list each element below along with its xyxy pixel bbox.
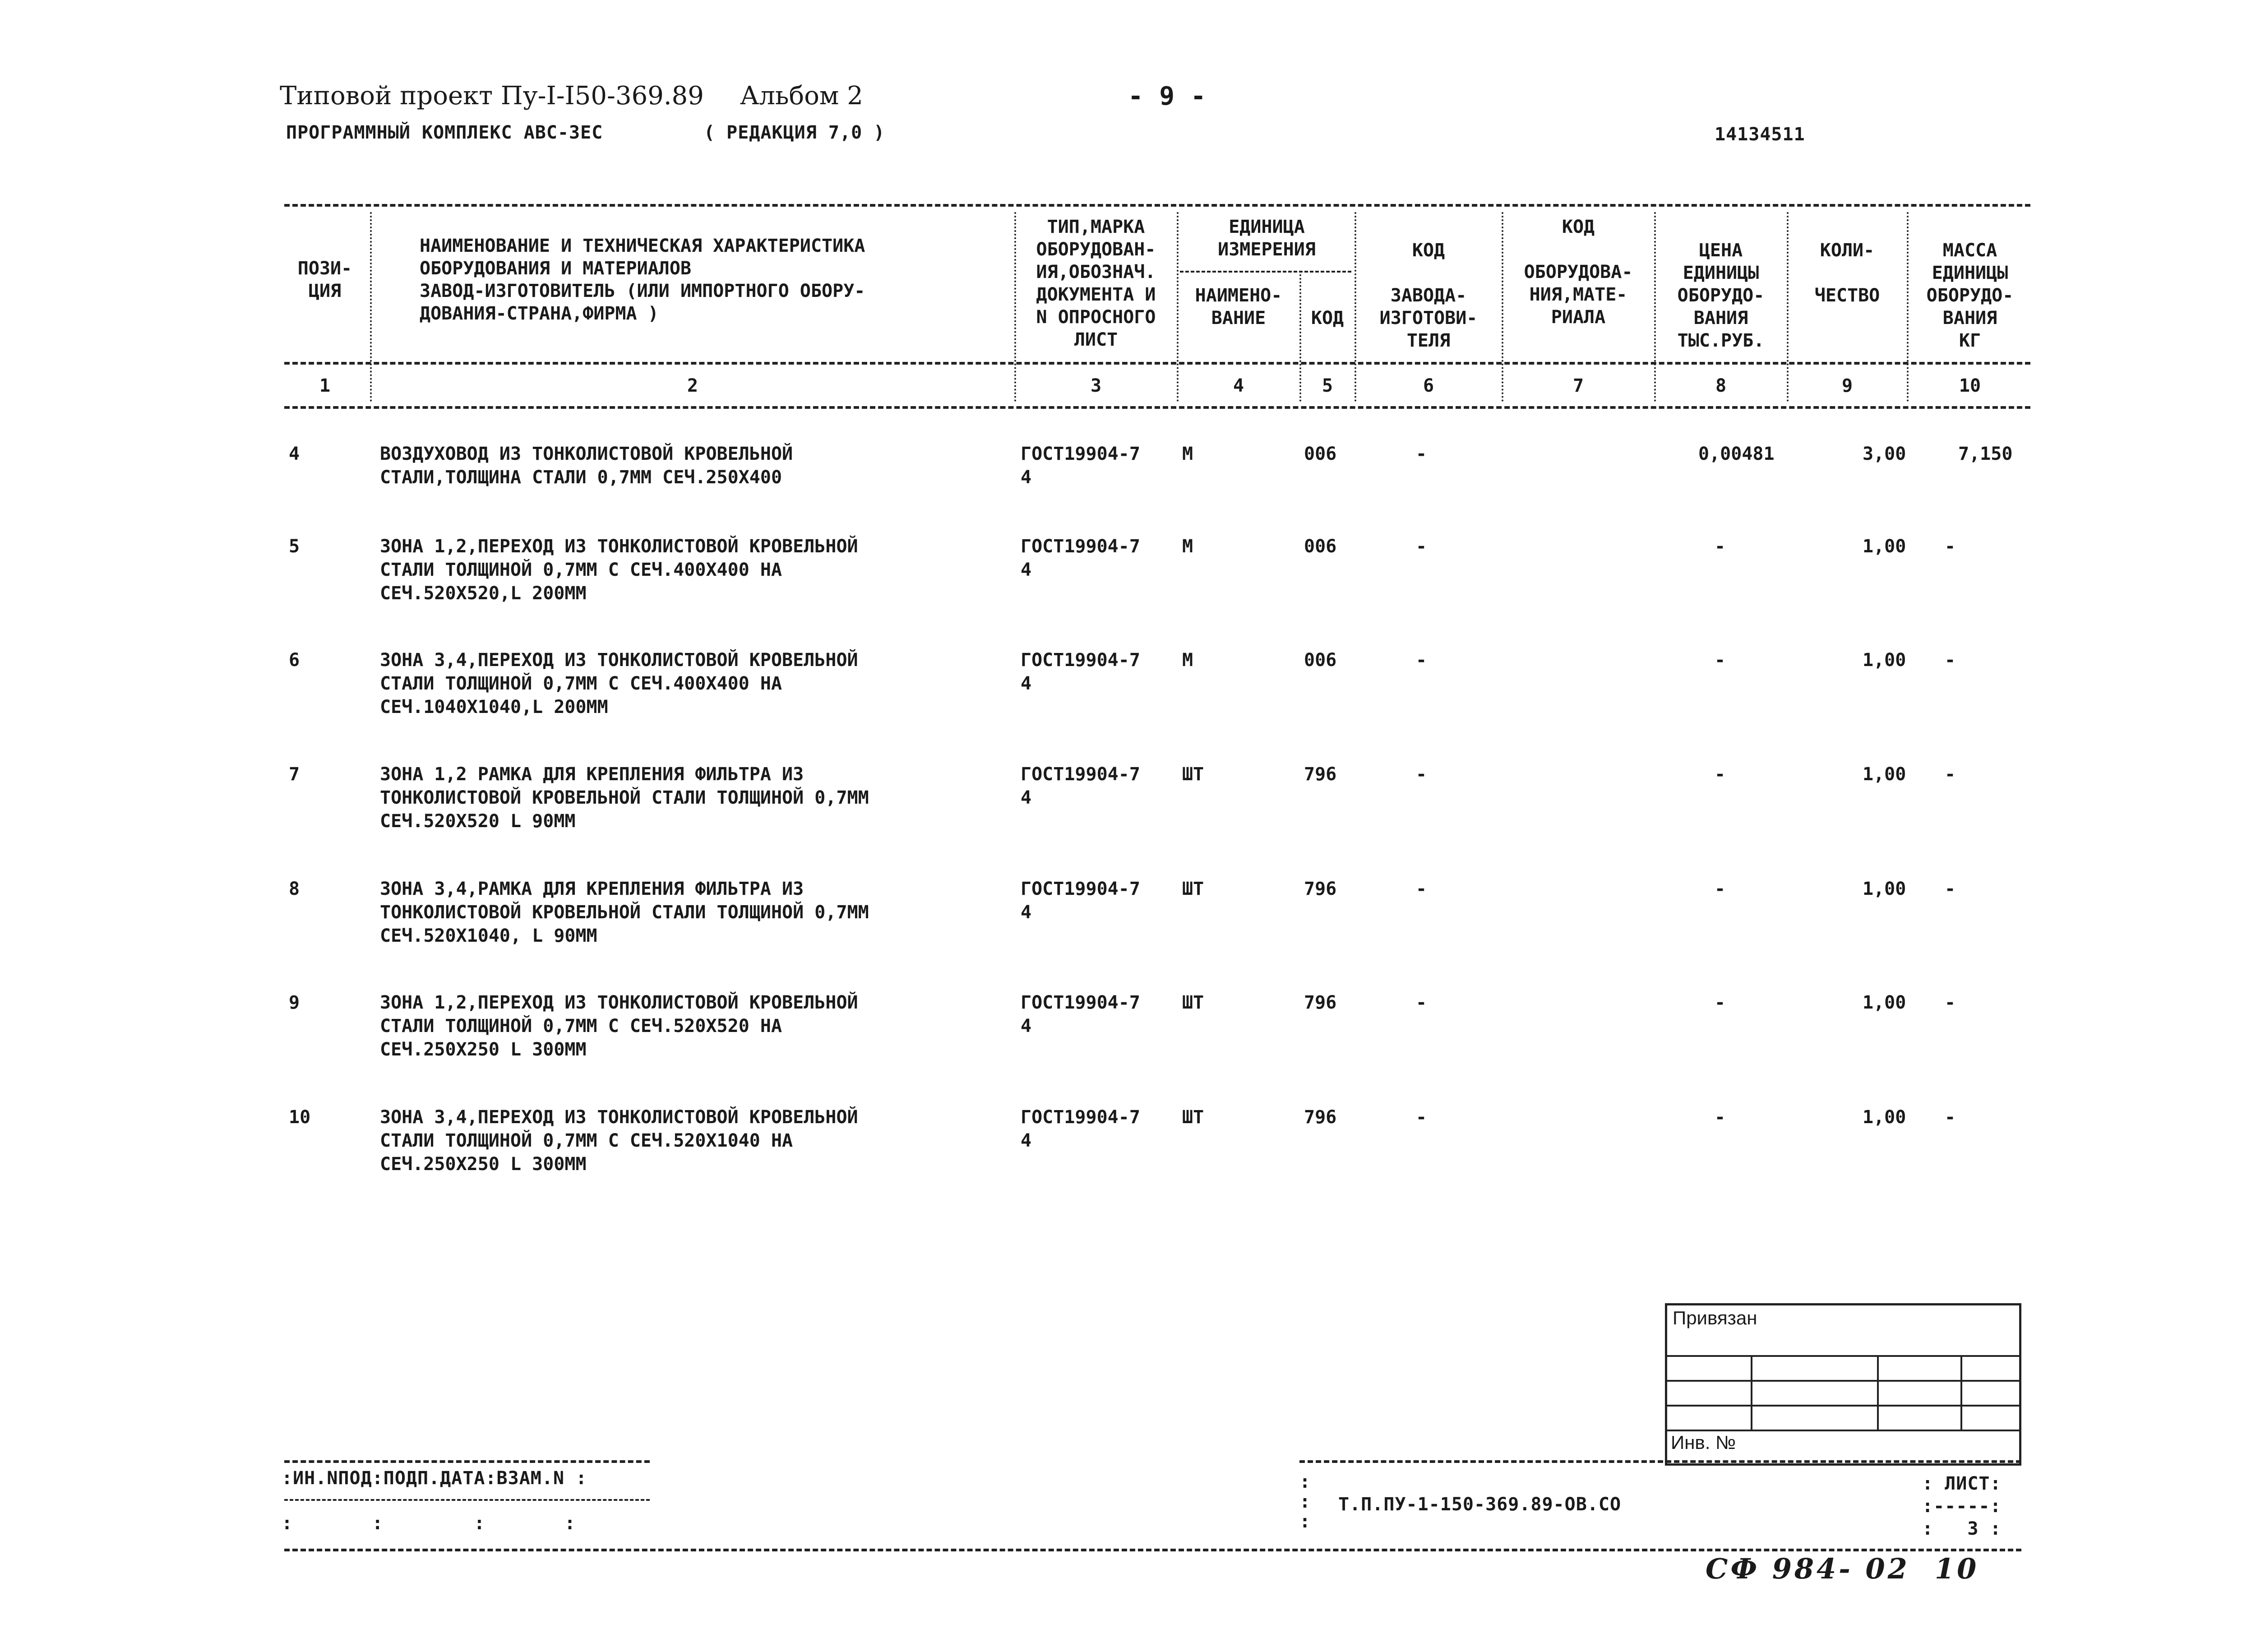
row-price: -	[1715, 650, 1726, 671]
signature-fields-rule	[284, 1499, 650, 1501]
row-mass: -	[1945, 650, 1956, 671]
col-number: 1	[319, 375, 331, 396]
col-number: 2	[687, 375, 698, 396]
col-number: 4	[1233, 375, 1244, 396]
row-type: ГОСТ19904-7 4	[1021, 536, 1140, 580]
row-price: -	[1715, 536, 1726, 557]
row-name: ЗОНА 1,2 РАМКА ДЛЯ КРЕПЛЕНИЯ ФИЛЬТРА ИЗ ТОНКОЛИСТОВОЙ КРОВЕЛЬНОЙ СТАЛИ ТОЛЩИНОЙ 0,7ММ СЕЧ.520Х520 L 90ММ	[380, 764, 869, 832]
row-type: ГОСТ19904-7 4	[1021, 764, 1140, 808]
footer-rule-left	[284, 1460, 650, 1463]
row-type: ГОСТ19904-7 4	[1021, 992, 1140, 1037]
row-quantity: 3,00	[1863, 444, 1906, 464]
row-unit: ШТ	[1182, 764, 1204, 785]
row-position: 10	[289, 1107, 311, 1128]
unit-group-rule	[1180, 271, 1351, 273]
edition-label: ( РЕДАКЦИЯ 7,0 )	[704, 122, 885, 143]
row-name: ЗОНА 1,2,ПЕРЕХОД ИЗ ТОНКОЛИСТОВОЙ КРОВЕЛЬНОЙ СТАЛИ ТОЛЩИНОЙ 0,7ММ С СЕЧ.520Х520 НА СЕЧ.250Х250 L 300ММ	[380, 992, 858, 1060]
row-quantity: 1,00	[1863, 879, 1906, 899]
project-title: Типовой проект Пу-I-I50-369.89	[280, 81, 704, 111]
col-header-quantity: КОЛИ- ЧЕСТВО	[1814, 240, 1880, 306]
row-unit: ШТ	[1182, 1107, 1204, 1128]
row-name: ЗОНА 3,4,РАМКА ДЛЯ КРЕПЛЕНИЯ ФИЛЬТРА ИЗ ТОНКОЛИСТОВОЙ КРОВЕЛЬНОЙ СТАЛИ ТОЛЩИНОЙ 0,7ММ СЕЧ.520Х1040, L 90ММ	[380, 879, 869, 946]
row-price: -	[1715, 764, 1726, 785]
col-number: 10	[1959, 375, 1981, 396]
row-quantity: 1,00	[1863, 992, 1906, 1013]
software-name: ПРОГРАММНЫЙ КОМПЛЕКС АВС-3ЕС	[286, 122, 603, 143]
row-position: 7	[289, 764, 300, 785]
col-header-unit-code: КОД	[1311, 308, 1344, 329]
row-price: -	[1715, 1107, 1726, 1128]
handwritten-note: СФ 984- 02 10	[1706, 1552, 1979, 1585]
row-unit: ШТ	[1182, 879, 1204, 899]
col-header-unit-name: НАИМЕНО- ВАНИЕ	[1195, 285, 1282, 329]
row-mass: 7,150	[1958, 444, 2013, 464]
row-position: 8	[289, 879, 300, 899]
row-unit-code: 796	[1304, 879, 1337, 899]
col-separator	[1299, 271, 1301, 402]
row-mass: -	[1945, 764, 1956, 785]
col-separator	[1654, 212, 1656, 402]
sheet-number-cell: : 3 :	[1922, 1518, 2002, 1539]
binding-stamp	[1665, 1303, 2021, 1466]
document-designation: Т.П.ПУ-1-150-369.89-ОВ.СО	[1338, 1494, 1622, 1515]
row-position: 6	[289, 650, 300, 671]
row-unit-code: 006	[1304, 536, 1337, 557]
header-bottom-rule	[284, 362, 2030, 365]
row-position: 4	[289, 444, 300, 464]
row-quantity: 1,00	[1863, 764, 1906, 785]
row-quantity: 1,00	[1863, 536, 1906, 557]
row-factory: -	[1416, 1107, 1427, 1128]
row-mass: -	[1945, 536, 1956, 557]
signature-fields: :ИН.NПОД:ПОДП.ДАТА:ВЗАМ.N :	[282, 1468, 587, 1489]
row-type: ГОСТ19904-7 4	[1021, 650, 1140, 694]
col-separator	[1014, 212, 1016, 402]
row-unit-code: 006	[1304, 444, 1337, 464]
footer-bottom-rule	[284, 1549, 2021, 1551]
row-unit-code: 796	[1304, 992, 1337, 1013]
row-price: -	[1715, 879, 1726, 899]
row-unit: М	[1182, 536, 1193, 557]
document-code: 14134511	[1715, 124, 1805, 145]
inventory-number-label: Инв. №	[1671, 1432, 1736, 1453]
page-number: - 9 -	[1128, 82, 1207, 111]
col-number: 8	[1715, 375, 1727, 396]
sheet-number: 3	[1967, 1518, 1979, 1539]
row-unit-code: 006	[1304, 650, 1337, 671]
row-mass: -	[1945, 879, 1956, 899]
row-factory: -	[1416, 536, 1427, 557]
col-header-unit-group: ЕДИНИЦА ИЗМЕРЕНИЯ	[1218, 217, 1316, 260]
row-name: ВОЗДУХОВОД ИЗ ТОНКОЛИСТОВОЙ КРОВЕЛЬНОЙ СТАЛИ,ТОЛЩИНА СТАЛИ 0,7ММ СЕЧ.250Х400	[380, 444, 793, 488]
column-numbers-rule	[284, 406, 2030, 409]
row-mass: -	[1945, 1107, 1956, 1128]
col-separator	[1355, 212, 1356, 402]
col-number: 9	[1841, 375, 1853, 396]
row-type: ГОСТ19904-7 4	[1021, 879, 1140, 923]
signature-field-separators: : : : :	[282, 1513, 576, 1534]
row-unit-code: 796	[1304, 1107, 1337, 1128]
col-header-mass: МАССА ЕДИНИЦЫ ОБОРУДО- ВАНИЯ КГ	[1926, 240, 2014, 351]
col-header-type: ТИП,МАРКА ОБОРУДОВАН- ИЯ,ОБОЗНАЧ. ДОКУМЕНТА И N ОПРОСНОГО ЛИСТ	[1036, 217, 1156, 350]
row-factory: -	[1416, 650, 1427, 671]
row-type: ГОСТ19904-7 4	[1021, 444, 1140, 488]
album-label: Альбом 2	[740, 81, 863, 111]
table-top-rule	[284, 204, 2030, 207]
row-price: -	[1715, 992, 1726, 1013]
row-factory: -	[1416, 992, 1427, 1013]
col-number: 3	[1090, 375, 1102, 396]
row-unit: М	[1182, 650, 1193, 671]
row-position: 9	[289, 992, 300, 1013]
col-separator	[1907, 212, 1909, 402]
col-separator	[370, 212, 372, 402]
col-header-material-code: КОД ОБОРУДОВА- НИЯ,МАТЕ- РИАЛА	[1524, 217, 1633, 328]
row-name: ЗОНА 3,4,ПЕРЕХОД ИЗ ТОНКОЛИСТОВОЙ КРОВЕЛЬНОЙ СТАЛИ ТОЛЩИНОЙ 0,7ММ С СЕЧ.400Х400 НА СЕЧ.1040Х1040,L 200ММ	[380, 650, 858, 717]
bound-label: Привязан	[1673, 1307, 1757, 1328]
sheet-label: : ЛИСТ:	[1922, 1473, 2002, 1494]
col-separator	[1177, 212, 1179, 402]
sheet-divider: :-----:	[1922, 1496, 2002, 1517]
row-quantity: 1,00	[1863, 1107, 1906, 1128]
row-factory: -	[1416, 444, 1427, 464]
col-header-name: НАИМЕНОВАНИЕ И ТЕХНИЧЕСКАЯ ХАРАКТЕРИСТИКА ОБОРУДОВАНИЯ И МАТЕРИАЛОВ ЗАВОД-ИЗГОТОВИТЕЛЬ (ИЛИ ИМПОРТНОГО ОБОРУ- ДОВАНИЯ-СТРАНА,ФИРМА )	[420, 236, 865, 324]
col-separator	[1502, 212, 1503, 402]
row-unit: М	[1182, 444, 1193, 464]
row-position: 5	[289, 536, 300, 557]
col-number: 5	[1322, 375, 1333, 396]
row-quantity: 1,00	[1863, 650, 1906, 671]
row-mass: -	[1945, 992, 1956, 1013]
row-factory: -	[1416, 764, 1427, 785]
col-number: 6	[1423, 375, 1434, 396]
row-unit: ШТ	[1182, 992, 1204, 1013]
col-separator	[1787, 212, 1789, 402]
row-price: 0,00481	[1698, 444, 1775, 464]
row-name: ЗОНА 3,4,ПЕРЕХОД ИЗ ТОНКОЛИСТОВОЙ КРОВЕЛЬНОЙ СТАЛИ ТОЛЩИНОЙ 0,7ММ С СЕЧ.520Х1040 НА СЕЧ.250Х250 L 300ММ	[380, 1107, 858, 1175]
col-number: 7	[1572, 375, 1584, 396]
footer-rule-right	[1299, 1460, 2021, 1463]
row-factory: -	[1416, 879, 1427, 899]
row-unit-code: 796	[1304, 764, 1337, 785]
col-header-price: ЦЕНА ЕДИНИЦЫ ОБОРУДО- ВАНИЯ ТЫС.РУБ.	[1677, 240, 1765, 351]
title-block-separators: : : :	[1299, 1472, 1311, 1532]
col-header-position: ПОЗИ- ЦИЯ	[297, 258, 352, 301]
row-type: ГОСТ19904-7 4	[1021, 1107, 1140, 1151]
row-name: ЗОНА 1,2,ПЕРЕХОД ИЗ ТОНКОЛИСТОВОЙ КРОВЕЛЬНОЙ СТАЛИ ТОЛЩИНОЙ 0,7ММ С СЕЧ.400Х400 НА СЕЧ.520Х520,L 200ММ	[380, 536, 858, 604]
col-header-factory-code: КОД ЗАВОДА- ИЗГОТОВИ- ТЕЛЯ	[1379, 240, 1478, 351]
